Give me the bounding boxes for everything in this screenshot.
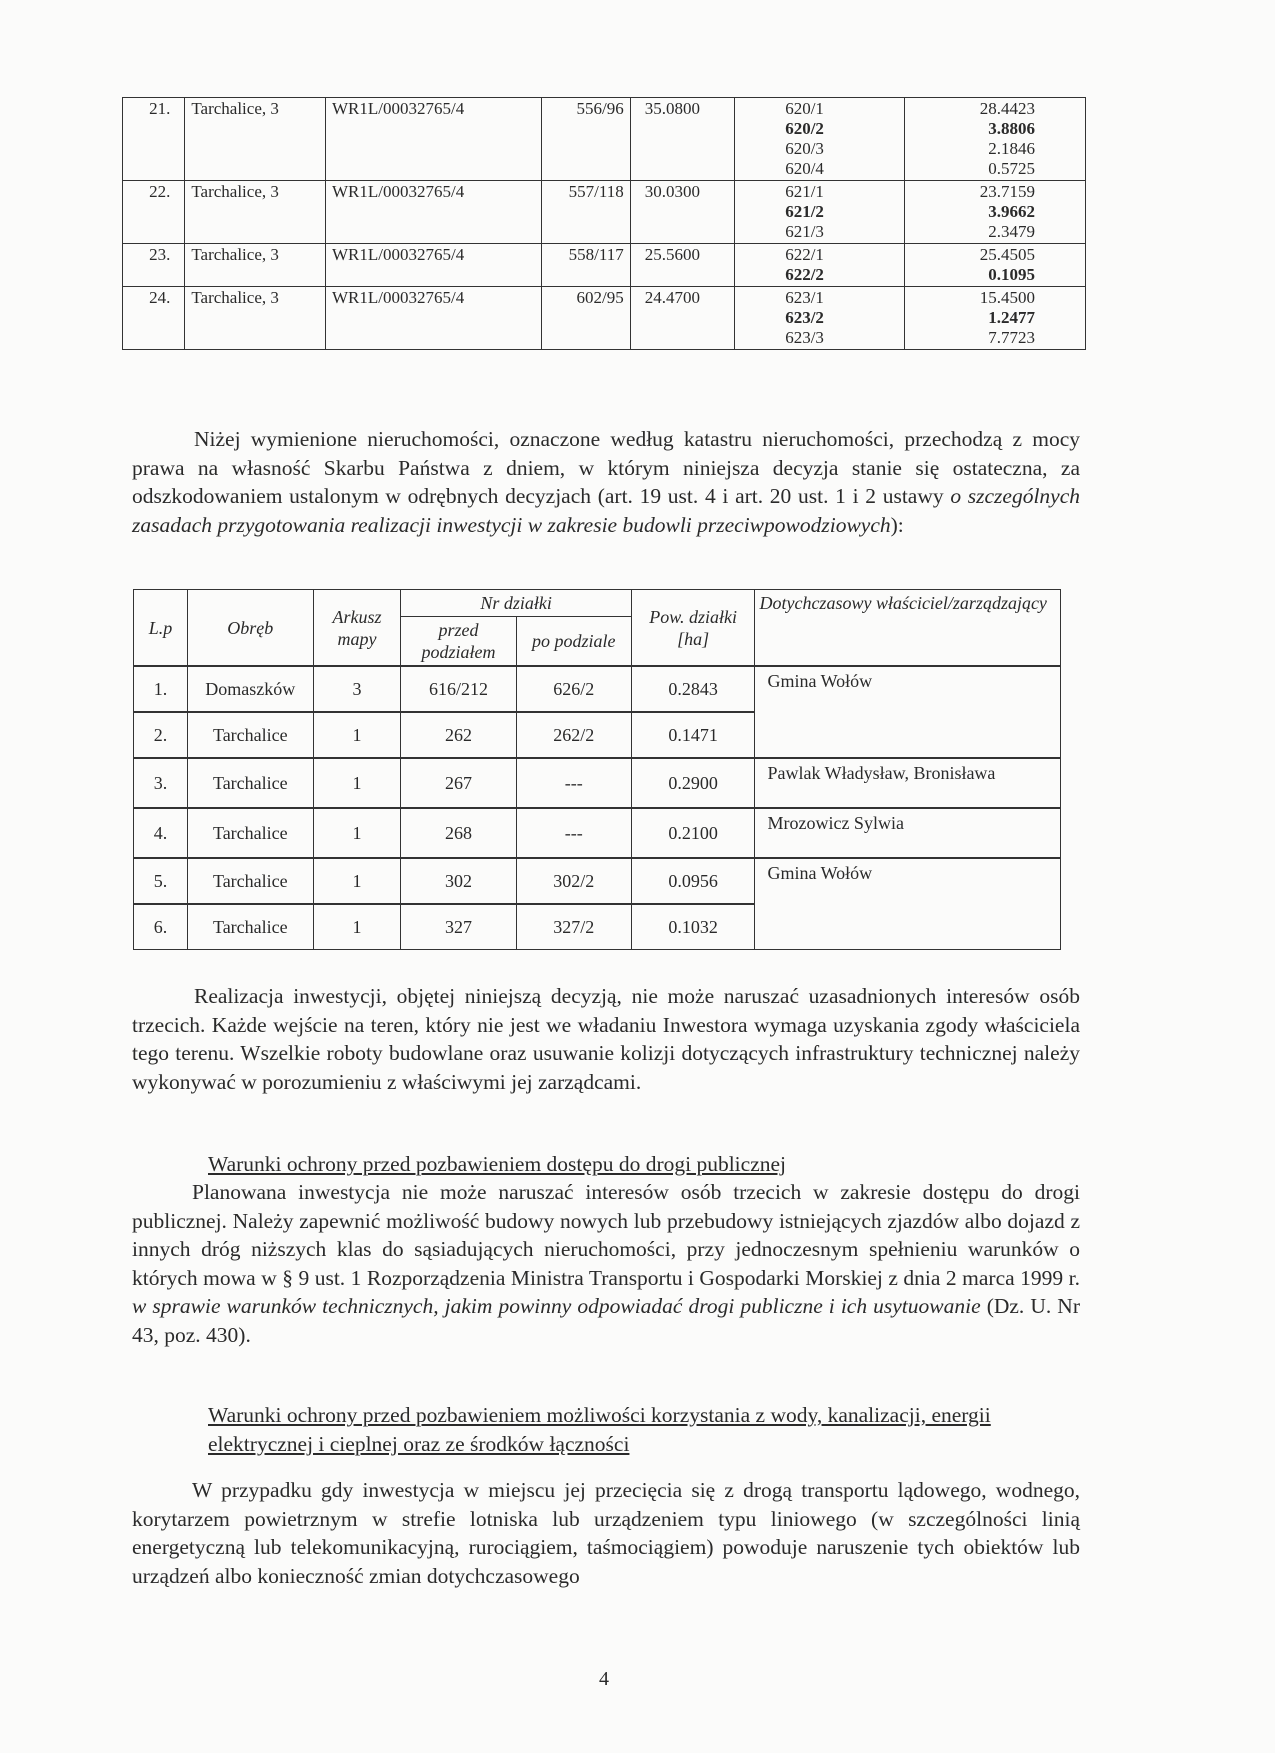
area-cell: 0.0956: [631, 858, 755, 904]
unit-cell: 557/118: [542, 181, 630, 244]
parcel-number: 622/2: [785, 265, 824, 284]
parcel-before-cell: 302: [401, 858, 516, 904]
parcel-numbers-cell: [735, 287, 905, 350]
table-row: [123, 287, 1086, 350]
expropriated-parcels-table: [133, 589, 1061, 950]
paragraph-text: Planowana inwestycja nie może naruszać interesów osób trzecich w zakresie dostępu do drogi publicznej. Należy zapewnić możliwość budowy nowych lub przebudowy istniejących zjazdów albo dojazd z innych dróg niższych klas do sąsiadujących nieruchomości, przy jednoczesnym spełnieniu warunków o których mowa w § 9 ust. 1 Rozporządzenia Ministra Transportu i Gospodarki Morskiej z dnia 2 marca 1999 r.: [132, 1180, 1080, 1290]
unit-cell: 556/96: [542, 98, 630, 181]
sheet-cell: 1: [313, 712, 401, 758]
row-number: 21.: [123, 98, 185, 181]
paragraph-text: (Dz. U. Nr 43, poz. 430).: [132, 1294, 1080, 1347]
unit-cell: 602/95: [542, 287, 630, 350]
area-cell: 0.1032: [631, 904, 755, 950]
paragraph-text: Niżej wymienione nieruchomości, oznaczone według katastru nieruchomości, przechodzą z mocy prawa na własność Skarbu Państwa z dniem, w którym niniejsza decyzja stanie się ostateczna, za odszkodowaniem ustalonym w odrębnych decyzjach (art. 19 ust. 4 i art. 20 ust. 1 i 2 ustawy: [132, 427, 1080, 508]
land-register-cell: WR1L/00032765/4: [326, 244, 542, 287]
table-row: [134, 758, 1061, 808]
table-row: [123, 244, 1086, 287]
unit-cell: 558/117: [542, 244, 630, 287]
utilities-heading: Warunki ochrony przed pozbawieniem możliwości korzystania z wody, kanalizacji, energii elektrycznej i cieplnej oraz ze środków łączności: [208, 1403, 991, 1456]
parcel-area: 28.4423: [979, 99, 1035, 118]
act-title: o szczególnych zasadach przygotowania realizacji inwestycji w zakresie budowli przeciwpowodziowych: [132, 484, 1080, 537]
col-lp: L.p: [134, 590, 188, 667]
area-cell: 0.2900: [631, 758, 755, 808]
location-cell: Tarchalice, 3: [185, 98, 326, 181]
parcel-numbers-cell: [735, 181, 905, 244]
table-row: [134, 808, 1061, 858]
parcel-numbers-cell: [735, 98, 905, 181]
obreb-cell: Tarchalice: [187, 808, 313, 858]
parcel-number: 620/3: [785, 139, 824, 158]
location-cell: Tarchalice, 3: [185, 244, 326, 287]
parcel-number: 621/3: [785, 222, 824, 241]
parcel-number: 620/2: [785, 119, 824, 138]
parcel-after-cell: ---: [516, 758, 631, 808]
road-access-heading: Warunki ochrony przed pozbawieniem dostępu do drogi publicznej: [208, 1152, 787, 1176]
owner-cell: Pawlak Władysław, Bronisława: [755, 758, 1061, 808]
parcel-area: 2.3479: [988, 222, 1035, 241]
parcel-number: 622/1: [785, 245, 824, 264]
land-register-cell: WR1L/00032765/4: [326, 287, 542, 350]
parcel-area: 7.7723: [988, 328, 1035, 347]
regulation-title: w sprawie warunków technicznych, jakim powinny odpowiadać drogi publiczne i ich usytuowanie: [132, 1294, 981, 1318]
col-arkusz: Arkusz mapy: [313, 590, 401, 667]
row-number: 5.: [134, 858, 188, 904]
land-register-cell: WR1L/00032765/4: [326, 181, 542, 244]
parcel-areas-cell: [904, 181, 1085, 244]
row-number: 24.: [123, 287, 185, 350]
parcel-before-cell: 262: [401, 712, 516, 758]
area-cell: 25.5600: [630, 244, 734, 287]
parcel-number: 623/1: [785, 288, 824, 307]
sheet-cell: 1: [313, 904, 401, 950]
parcel-after-cell: 302/2: [516, 858, 631, 904]
parcel-before-cell: 616/212: [401, 666, 516, 712]
area-cell: 0.2100: [631, 808, 755, 858]
row-number: 2.: [134, 712, 188, 758]
obreb-cell: Tarchalice: [187, 712, 313, 758]
parcel-area: 3.8806: [988, 119, 1035, 138]
parcel-area: 1.2477: [988, 308, 1035, 327]
owner-cell: Gmina Wołów: [755, 666, 1061, 758]
parcel-before-cell: 327: [401, 904, 516, 950]
row-number: 3.: [134, 758, 188, 808]
sheet-cell: 1: [313, 808, 401, 858]
parcel-number: 623/3: [785, 328, 824, 347]
table-row: [134, 666, 1061, 712]
table-row: [134, 858, 1061, 904]
road-access-paragraph: [132, 1178, 1080, 1349]
parcel-areas-cell: [904, 244, 1085, 287]
parcel-after-cell: 626/2: [516, 666, 631, 712]
row-number: 23.: [123, 244, 185, 287]
area-cell: 35.0800: [630, 98, 734, 181]
obreb-cell: Tarchalice: [187, 904, 313, 950]
owner-cell: Mrozowicz Sylwia: [755, 808, 1061, 858]
parcel-area: 23.7159: [979, 182, 1035, 201]
parcel-numbers-cell: [735, 244, 905, 287]
utilities-paragraph: [132, 1476, 1080, 1590]
parcel-area: 15.4500: [979, 288, 1035, 307]
paragraph-text: Realizacja inwestycji, objętej niniejszą decyzją, nie może naruszać uzasadnionych interesów osób trzecich. Każde wejście na teren, który nie jest we władaniu Inwestora wymaga uzyskania zgody właściciela tego terenu. Wszelkie roboty budowlane oraz usuwanie kolizji dotyczących infrastruktury technicznej należy wykonywać w porozumieniu z właściwymi jej zarządcami.: [132, 984, 1080, 1094]
col-po: po podziale: [516, 617, 631, 667]
row-number: 4.: [134, 808, 188, 858]
area-cell: 0.1471: [631, 712, 755, 758]
parcel-after-cell: 262/2: [516, 712, 631, 758]
location-cell: Tarchalice, 3: [185, 287, 326, 350]
table-row: [123, 98, 1086, 181]
col-nr-dzialki: Nr działki: [401, 590, 631, 617]
sheet-cell: 3: [313, 666, 401, 712]
parcel-before-cell: 267: [401, 758, 516, 808]
obreb-cell: Domaszków: [187, 666, 313, 712]
investment-paragraph: [132, 982, 1080, 1096]
sheet-cell: 1: [313, 858, 401, 904]
paragraph-text: ):: [890, 512, 904, 537]
parcel-area: 2.1846: [988, 139, 1035, 158]
parcel-number: 620/1: [785, 99, 824, 118]
parcel-areas-cell: [904, 98, 1085, 181]
parcel-area: 3.9662: [988, 202, 1035, 221]
parcel-areas-cell: [904, 287, 1085, 350]
area-cell: 30.0300: [630, 181, 734, 244]
paragraph-text: W przypadku gdy inwestycja w miejscu jej przecięcia się z drogą transportu lądowego, wodnego, korytarzem powietrznym w strefie lotniska lub urządzeniem typu liniowego (w szczególności linią energetyczną lub telekomunikacyjną, rurociągiem, taśmociągiem) powoduje naruszenie tych obiektów lub urządzeń albo konieczność zmian dotychczasowego: [132, 1478, 1080, 1588]
parcel-after-cell: ---: [516, 808, 631, 858]
parcel-after-cell: 327/2: [516, 904, 631, 950]
area-cell: 24.4700: [630, 287, 734, 350]
parcel-number: 621/1: [785, 182, 824, 201]
page-number: 4: [599, 1668, 609, 1690]
parcel-number: 620/4: [785, 159, 824, 178]
parcel-number: 623/2: [785, 308, 824, 327]
table-row: [123, 181, 1086, 244]
col-obreb: Obręb: [187, 590, 313, 667]
land-register-cell: WR1L/00032765/4: [326, 98, 542, 181]
row-number: 6.: [134, 904, 188, 950]
parcel-before-cell: 268: [401, 808, 516, 858]
col-owner: Dotychczasowy właściciel/zarządzający: [755, 590, 1061, 667]
parcel-division-table: [122, 97, 1086, 350]
parcel-area: 0.5725: [988, 159, 1035, 178]
area-cell: 0.2843: [631, 666, 755, 712]
obreb-cell: Tarchalice: [187, 858, 313, 904]
col-pow: Pow. działki [ha]: [631, 590, 755, 667]
obreb-cell: Tarchalice: [187, 758, 313, 808]
parcel-number: 621/2: [785, 202, 824, 221]
row-number: 22.: [123, 181, 185, 244]
location-cell: Tarchalice, 3: [185, 181, 326, 244]
col-przed: przed podziałem: [401, 617, 516, 667]
row-number: 1.: [134, 666, 188, 712]
parcel-area: 0.1095: [988, 265, 1035, 284]
sheet-cell: 1: [313, 758, 401, 808]
owner-cell: Gmina Wołów: [755, 858, 1061, 950]
parcel-area: 25.4505: [979, 245, 1035, 264]
expropriation-paragraph: [132, 425, 1080, 539]
